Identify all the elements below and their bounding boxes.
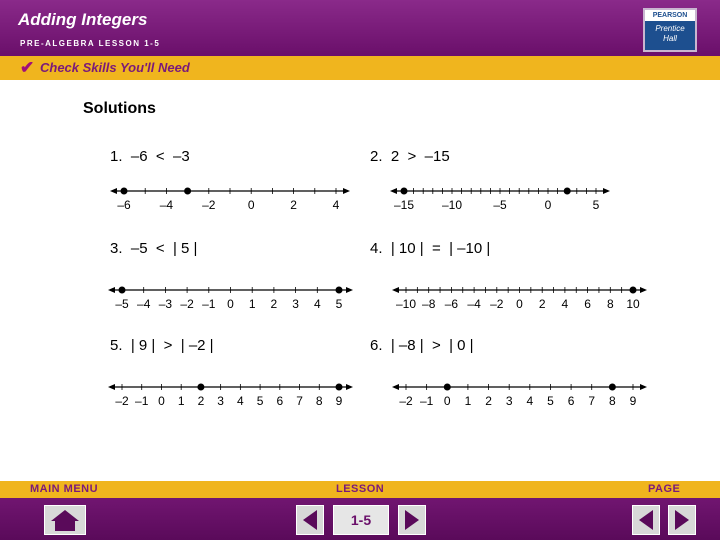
right-arrow-icon (669, 506, 695, 534)
problem-6 (370, 337, 474, 354)
tick-label: 2 (538, 297, 546, 311)
lesson-subtitle: PRE-ALGEBRA LESSON 1-5 (20, 39, 161, 48)
home-icon (45, 506, 85, 534)
problem-statement: –5 < | 5 | (130, 240, 198, 257)
page-next-button[interactable] (668, 505, 696, 535)
main-menu-label: MAIN MENU (30, 483, 99, 495)
tick-label: 1 (177, 394, 185, 408)
tick-label: 0 (247, 198, 255, 212)
arrow-right-icon (640, 287, 647, 293)
tick-label: –6 (444, 297, 459, 311)
problem-statement: | 9 | > | –2 | (130, 337, 214, 354)
tick-label: –1 (419, 394, 434, 408)
tick-label: 4 (526, 394, 534, 408)
tick-label: 2 (290, 198, 297, 212)
number-line-5 (108, 374, 353, 414)
plotted-point (184, 188, 191, 195)
logo-line-2: Hall (663, 34, 677, 43)
plotted-point (401, 188, 408, 195)
problem-4 (370, 240, 490, 257)
arrow-left-icon (108, 287, 115, 293)
plotted-point (444, 384, 451, 391)
tick-label: –5 (115, 297, 129, 311)
tick-label: 9 (335, 394, 343, 408)
tick-label: 2 (270, 297, 278, 311)
app-title: Adding Integers (18, 10, 148, 29)
page-label: PAGE (648, 483, 681, 495)
tick-label: 4 (313, 297, 321, 311)
tick-label: 2 (197, 394, 205, 408)
arrow-right-icon (346, 384, 353, 390)
lesson-next-button[interactable] (398, 505, 426, 535)
tick-label: 10 (626, 297, 640, 311)
arrow-left-icon (392, 384, 399, 390)
problem-2 (370, 148, 450, 165)
arrow-right-icon (343, 188, 350, 194)
tick-label: –1 (202, 297, 216, 311)
tick-label: –2 (490, 297, 504, 311)
footer-label-strip (0, 481, 720, 498)
tick-label: 4 (332, 198, 340, 212)
arrow-left-icon (108, 384, 115, 390)
tick-label: 5 (592, 198, 600, 212)
tick-label: 9 (629, 394, 637, 408)
tick-label: 3 (217, 394, 224, 408)
tick-label: 8 (609, 394, 616, 408)
tick-label: 0 (516, 297, 523, 311)
tick-label: 5 (256, 394, 264, 408)
plotted-point (564, 188, 571, 195)
tick-label: 3 (505, 394, 513, 408)
tick-label: 6 (584, 297, 591, 311)
plotted-point (336, 287, 343, 294)
problem-number: 6. (370, 337, 383, 354)
header-bar (0, 0, 720, 56)
tick-label: 4 (237, 394, 244, 408)
problem-1 (110, 148, 190, 165)
number-line-3 (108, 277, 353, 317)
footer-bar (0, 481, 720, 540)
tick-label: –4 (159, 198, 174, 212)
number-line-2 (390, 178, 610, 218)
tick-label: 4 (561, 297, 569, 311)
home-button[interactable] (44, 505, 86, 535)
lesson-prev-button[interactable] (296, 505, 324, 535)
plotted-point (121, 188, 128, 195)
tick-label: 1 (464, 394, 472, 408)
tick-label: –3 (158, 297, 173, 311)
tick-label: –8 (422, 297, 436, 311)
tick-label: 0 (443, 394, 451, 408)
logo-caption (645, 24, 695, 44)
problem-number: 4. (370, 240, 383, 257)
tick-label: –4 (137, 297, 151, 311)
problem-5 (110, 337, 214, 354)
arrow-left-icon (390, 188, 397, 194)
logo-wordmark: PEARSON (645, 10, 695, 21)
tick-label: –1 (135, 394, 149, 408)
tick-label: –2 (202, 198, 216, 212)
tick-label: –2 (399, 394, 413, 408)
problem-number: 3. (110, 240, 123, 257)
lesson-number: 1-5 (333, 505, 389, 535)
problem-statement: –6 < –3 (130, 148, 190, 165)
tick-label: –5 (493, 198, 507, 212)
tick-label: –6 (117, 198, 131, 212)
problem-statement: | –8 | > | 0 | (390, 337, 474, 354)
problem-number: 1. (110, 148, 123, 165)
left-arrow-icon (633, 506, 659, 534)
lesson-label: LESSON (336, 483, 385, 495)
arrow-right-icon (640, 384, 647, 390)
number-line-6 (392, 374, 647, 414)
problem-3 (110, 240, 197, 257)
plotted-point (630, 287, 637, 294)
problem-statement: 2 > –15 (390, 148, 450, 165)
tick-label: –10 (441, 198, 463, 212)
logo-line-1: Prentice (655, 24, 685, 33)
tick-label: 8 (606, 297, 614, 311)
page-prev-button[interactable] (632, 505, 660, 535)
right-arrow-icon (399, 506, 425, 534)
tick-label: 1 (248, 297, 256, 311)
left-arrow-icon (297, 506, 323, 534)
arrow-left-icon (110, 188, 117, 194)
tick-label: 0 (227, 297, 234, 311)
tick-label: 0 (158, 394, 165, 408)
tick-label: –15 (393, 198, 415, 212)
tick-label: 8 (315, 394, 323, 408)
tick-label: 2 (485, 394, 492, 408)
tick-label: 5 (547, 394, 554, 408)
pearson-logo (643, 8, 697, 52)
tick-label: –2 (115, 394, 129, 408)
solutions-heading: Solutions (83, 100, 156, 117)
tick-label: 7 (588, 394, 596, 408)
plotted-point (609, 384, 616, 391)
tick-label: –10 (395, 297, 417, 311)
banner-title: Check Skills You'll Need (40, 60, 190, 75)
problem-number: 2. (370, 148, 383, 165)
tick-label: –2 (180, 297, 194, 311)
tick-label: 0 (544, 198, 552, 212)
check-skills-banner (0, 56, 720, 80)
plotted-point (197, 384, 204, 391)
check-icon: ✔ (20, 58, 35, 77)
plotted-point (336, 384, 343, 391)
number-line-4 (392, 277, 647, 317)
tick-label: 7 (296, 394, 303, 408)
number-line-1 (110, 178, 350, 218)
arrow-right-icon (346, 287, 353, 293)
tick-label: 6 (276, 394, 284, 408)
arrow-right-icon (603, 188, 610, 194)
arrow-left-icon (392, 287, 399, 293)
problem-statement: | 10 | = | –10 | (390, 240, 491, 257)
tick-label: 5 (335, 297, 343, 311)
problem-number: 5. (110, 337, 123, 354)
tick-label: 6 (567, 394, 575, 408)
tick-label: –4 (467, 297, 481, 311)
tick-label: 3 (292, 297, 299, 311)
plotted-point (119, 287, 126, 294)
